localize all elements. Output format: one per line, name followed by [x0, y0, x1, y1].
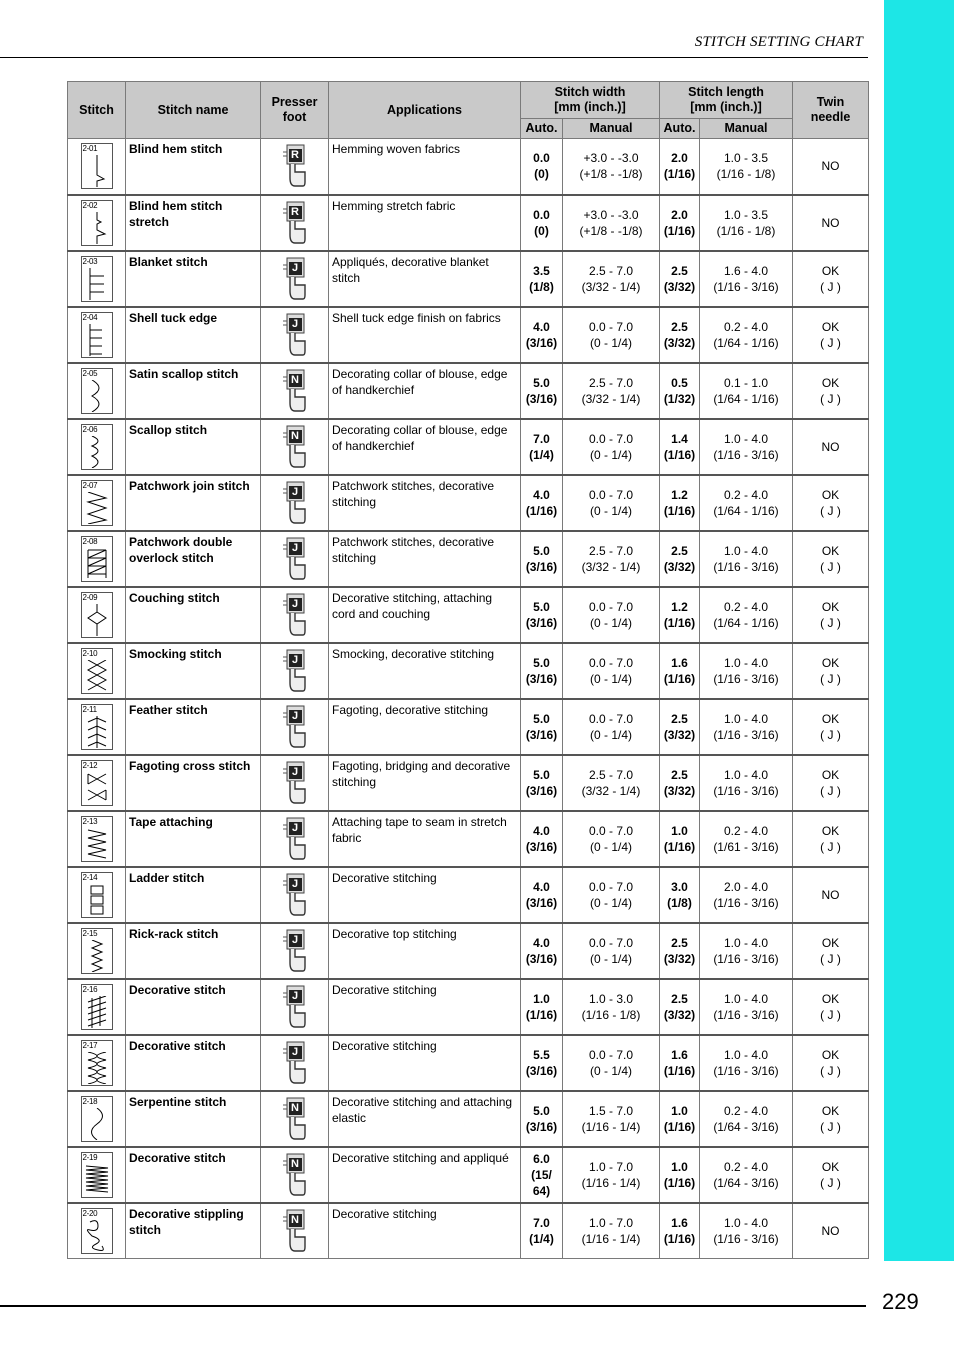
- presser-foot-cell: [261, 867, 329, 923]
- length-auto: 1.2 (1/16): [660, 587, 700, 643]
- presser-foot-letter: N: [289, 430, 302, 443]
- stitch-code: 2-01: [82, 144, 98, 154]
- length-manual: 0.2 - 4.0 (1/61 - 3/16): [700, 811, 793, 867]
- presser-foot-cell: [261, 251, 329, 307]
- width-auto: 7.0 (1/4): [521, 419, 563, 475]
- width-manual: 0.0 - 7.0 (0 - 1/4): [563, 699, 660, 755]
- presser-foot-icon: [281, 1039, 309, 1087]
- table-row: [68, 1147, 869, 1203]
- application-text: Fagoting, decorative stitching: [329, 699, 521, 755]
- presser-foot-letter: J: [289, 934, 302, 947]
- length-manual: 1.0 - 4.0 (1/16 - 3/16): [700, 755, 793, 811]
- page-header-title: STITCH SETTING CHART: [694, 34, 863, 50]
- length-auto: 1.0 (1/16): [660, 1091, 700, 1147]
- presser-foot-cell: [261, 587, 329, 643]
- stitch-code: 2-07: [82, 480, 98, 490]
- width-manual: 1.0 - 3.0 (1/16 - 1/8): [563, 979, 660, 1035]
- application-text: Decorative stitching: [329, 979, 521, 1035]
- length-auto: 1.6 (1/16): [660, 1203, 700, 1259]
- width-auto: 5.0 (3/16): [521, 699, 563, 755]
- presser-foot-icon: [281, 142, 309, 190]
- col-stitch-name: Stitch name: [126, 82, 261, 139]
- stitch-code: 2-11: [82, 704, 97, 714]
- presser-foot-icon: [281, 1207, 309, 1255]
- twin-needle: OK ( J ): [793, 587, 869, 643]
- serpentine-stitch-icon[interactable]: [81, 1096, 113, 1142]
- presser-foot-letter: N: [289, 374, 302, 387]
- stitch-cell: [68, 979, 126, 1035]
- stitch-cell: [68, 699, 126, 755]
- presser-foot-cell: [261, 1091, 329, 1147]
- rick-rack-stitch-icon[interactable]: [81, 928, 113, 974]
- stitch-code: 2-18: [82, 1096, 98, 1106]
- twin-needle: OK ( J ): [793, 643, 869, 699]
- stitch-code: 2-10: [82, 648, 98, 658]
- width-manual: 0.0 - 7.0 (0 - 1/4): [563, 419, 660, 475]
- stitch-name: Satin scallop stitch: [126, 363, 261, 419]
- presser-foot-letter: J: [289, 318, 302, 331]
- couching-stitch-icon[interactable]: [81, 592, 113, 638]
- table-row: [68, 475, 869, 531]
- presser-foot-icon: [281, 703, 309, 751]
- length-manual: 1.0 - 3.5 (1/16 - 1/8): [700, 195, 793, 251]
- table-row: [68, 587, 869, 643]
- application-text: Appliqués, decorative blanket stitch: [329, 251, 521, 307]
- length-auto: 1.0 (1/16): [660, 811, 700, 867]
- width-manual: 2.5 - 7.0 (3/32 - 1/4): [563, 531, 660, 587]
- stitch-name: Serpentine stitch: [126, 1091, 261, 1147]
- width-manual: 0.0 - 7.0 (0 - 1/4): [563, 643, 660, 699]
- length-auto: 2.5 (3/32): [660, 531, 700, 587]
- patchwork-double-overlock-stitch-icon[interactable]: [81, 536, 113, 582]
- table-row: [68, 195, 869, 251]
- presser-foot-letter: J: [289, 766, 302, 779]
- width-manual: 1.0 - 7.0 (1/16 - 1/4): [563, 1203, 660, 1259]
- chapter-tab: [884, 0, 954, 1261]
- twin-needle: NO: [793, 867, 869, 923]
- width-auto: 5.0 (3/16): [521, 643, 563, 699]
- stitch-name: Decorative stitch: [126, 979, 261, 1035]
- width-auto: 7.0 (1/4): [521, 1203, 563, 1259]
- fagoting-cross-stitch-icon[interactable]: [81, 760, 113, 806]
- table-row: [68, 811, 869, 867]
- table-row: [68, 307, 869, 363]
- length-auto: 1.6 (1/16): [660, 1035, 700, 1091]
- presser-foot-cell: [261, 923, 329, 979]
- stitch-setting-table: [67, 81, 869, 1259]
- presser-foot-icon: [281, 479, 309, 527]
- presser-foot-icon: [281, 759, 309, 807]
- stitch-name: Ladder stitch: [126, 867, 261, 923]
- feather-stitch-icon[interactable]: [81, 704, 113, 750]
- stitch-name: Blind hem stitch: [126, 139, 261, 195]
- stitch-code: 2-13: [82, 816, 98, 826]
- length-manual: 0.2 - 4.0 (1/64 - 3/16): [700, 1091, 793, 1147]
- table-row: [68, 1091, 869, 1147]
- stitch-cell: [68, 419, 126, 475]
- presser-foot-letter: J: [289, 262, 302, 275]
- width-manual: +3.0 - -3.0 (+1/8 - -1/8): [563, 139, 660, 195]
- col-width-auto: Auto.: [521, 119, 563, 139]
- width-auto: 0.0 (0): [521, 139, 563, 195]
- presser-foot-letter: R: [289, 149, 302, 162]
- twin-needle: NO: [793, 419, 869, 475]
- width-auto: 4.0 (3/16): [521, 923, 563, 979]
- presser-foot-letter: J: [289, 542, 302, 555]
- stitch-code: 2-16: [82, 984, 98, 994]
- table-row: [68, 923, 869, 979]
- presser-foot-cell: [261, 419, 329, 475]
- presser-foot-letter: J: [289, 822, 302, 835]
- twin-needle: OK ( J ): [793, 1035, 869, 1091]
- width-manual: 2.5 - 7.0 (3/32 - 1/4): [563, 755, 660, 811]
- stitch-name: Smocking stitch: [126, 643, 261, 699]
- stitch-name: Shell tuck edge: [126, 307, 261, 363]
- presser-foot-cell: [261, 363, 329, 419]
- stitch-code: 2-14: [82, 872, 98, 882]
- twin-needle: OK ( J ): [793, 307, 869, 363]
- scallop-stitch-icon[interactable]: [81, 424, 113, 470]
- presser-foot-letter: R: [289, 206, 302, 219]
- width-auto: 5.0 (3/16): [521, 531, 563, 587]
- stitch-name: Couching stitch: [126, 587, 261, 643]
- decorative-stitch-icon[interactable]: [81, 1152, 113, 1198]
- stitch-code: 2-05: [82, 368, 98, 378]
- stitch-code: 2-06: [82, 424, 98, 434]
- decorative-stitch-icon[interactable]: [81, 984, 113, 1030]
- width-auto: 0.0 (0): [521, 195, 563, 251]
- presser-foot-cell: [261, 699, 329, 755]
- length-manual: 1.0 - 4.0 (1/16 - 3/16): [700, 1203, 793, 1259]
- length-manual: 0.2 - 4.0 (1/64 - 1/16): [700, 475, 793, 531]
- footer-rule: [0, 1305, 866, 1307]
- application-text: Decorative stitching, attaching cord and couching: [329, 587, 521, 643]
- stitch-name: Rick-rack stitch: [126, 923, 261, 979]
- length-auto: 2.5 (3/32): [660, 307, 700, 363]
- stitch-cell: [68, 643, 126, 699]
- table-row: [68, 531, 869, 587]
- stitch-name: Decorative stitch: [126, 1035, 261, 1091]
- presser-foot-cell: [261, 811, 329, 867]
- application-text: Patchwork stitches, decorative stitching: [329, 531, 521, 587]
- twin-needle: OK ( J ): [793, 811, 869, 867]
- width-manual: 1.5 - 7.0 (1/16 - 1/4): [563, 1091, 660, 1147]
- length-auto: 1.0 (1/16): [660, 1147, 700, 1203]
- twin-needle: OK ( J ): [793, 531, 869, 587]
- presser-foot-cell: [261, 643, 329, 699]
- width-auto: 6.0 (15/ 64): [521, 1147, 563, 1203]
- stitch-code: 2-03: [82, 256, 98, 266]
- stitch-name: Tape attaching: [126, 811, 261, 867]
- application-text: Fagoting, bridging and decorative stitching: [329, 755, 521, 811]
- col-stitch-width: Stitch width [mm (inch.)]: [521, 82, 660, 119]
- length-auto: 1.2 (1/16): [660, 475, 700, 531]
- stitch-cell: [68, 923, 126, 979]
- application-text: Decorating collar of blouse, edge of handkerchief: [329, 363, 521, 419]
- width-auto: 5.0 (3/16): [521, 755, 563, 811]
- stitch-code: 2-04: [82, 312, 98, 322]
- stitch-cell: [68, 1035, 126, 1091]
- table-row: [68, 1203, 869, 1259]
- twin-needle: OK ( J ): [793, 363, 869, 419]
- length-auto: 2.5 (3/32): [660, 699, 700, 755]
- twin-needle: OK ( J ): [793, 755, 869, 811]
- twin-needle: OK ( J ): [793, 1091, 869, 1147]
- stitch-name: Decorative stippling stitch: [126, 1203, 261, 1259]
- table-row: [68, 643, 869, 699]
- length-auto: 2.0 (1/16): [660, 139, 700, 195]
- presser-foot-icon: [281, 199, 309, 247]
- col-width-manual: Manual: [563, 119, 660, 139]
- application-text: Decorative stitching: [329, 1203, 521, 1259]
- presser-foot-icon: [281, 871, 309, 919]
- presser-foot-cell: [261, 755, 329, 811]
- presser-foot-icon: [281, 367, 309, 415]
- twin-needle: OK ( J ): [793, 923, 869, 979]
- col-length-auto: Auto.: [660, 119, 700, 139]
- width-auto: 1.0 (1/16): [521, 979, 563, 1035]
- stitch-cell: [68, 251, 126, 307]
- application-text: Decorative stitching and attaching elastic: [329, 1091, 521, 1147]
- length-manual: 0.2 - 4.0 (1/64 - 3/16): [700, 1147, 793, 1203]
- application-text: Attaching tape to seam in stretch fabric: [329, 811, 521, 867]
- width-manual: 0.0 - 7.0 (0 - 1/4): [563, 307, 660, 363]
- page-number: 229: [882, 1289, 919, 1314]
- width-manual: 1.0 - 7.0 (1/16 - 1/4): [563, 1147, 660, 1203]
- table-row: [68, 419, 869, 475]
- presser-foot-letter: N: [289, 1214, 302, 1227]
- presser-foot-icon: [281, 815, 309, 863]
- col-applications: Applications: [329, 82, 521, 139]
- presser-foot-cell: [261, 1203, 329, 1259]
- presser-foot-letter: J: [289, 990, 302, 1003]
- col-twin-needle: Twin needle: [793, 82, 869, 139]
- stitch-name: Fagoting cross stitch: [126, 755, 261, 811]
- table-row: [68, 1035, 869, 1091]
- length-auto: 2.5 (3/32): [660, 251, 700, 307]
- twin-needle: NO: [793, 139, 869, 195]
- width-manual: +3.0 - -3.0 (+1/8 - -1/8): [563, 195, 660, 251]
- length-auto: 3.0 (1/8): [660, 867, 700, 923]
- stitch-name: Blanket stitch: [126, 251, 261, 307]
- twin-needle: OK ( J ): [793, 1147, 869, 1203]
- width-auto: 4.0 (3/16): [521, 811, 563, 867]
- table-row: [68, 699, 869, 755]
- stitch-code: 2-15: [82, 928, 98, 938]
- presser-foot-letter: J: [289, 878, 302, 891]
- presser-foot-cell: [261, 195, 329, 251]
- width-manual: 0.0 - 7.0 (0 - 1/4): [563, 587, 660, 643]
- presser-foot-icon: [281, 1095, 309, 1143]
- stitch-name: Feather stitch: [126, 699, 261, 755]
- application-text: Decorating collar of blouse, edge of handkerchief: [329, 419, 521, 475]
- stitch-code: 2-20: [82, 1208, 98, 1218]
- presser-foot-letter: J: [289, 654, 302, 667]
- stitch-cell: [68, 811, 126, 867]
- presser-foot-icon: [281, 311, 309, 359]
- twin-needle: OK ( J ): [793, 475, 869, 531]
- presser-foot-cell: [261, 979, 329, 1035]
- ladder-stitch-icon[interactable]: [81, 872, 113, 918]
- table-row: [68, 755, 869, 811]
- stitch-cell: [68, 1091, 126, 1147]
- decorative-stippling-stitch-icon[interactable]: [81, 1208, 113, 1254]
- length-manual: 1.0 - 4.0 (1/16 - 3/16): [700, 923, 793, 979]
- application-text: Decorative stitching: [329, 1035, 521, 1091]
- stitch-cell: [68, 363, 126, 419]
- stitch-name: Patchwork double overlock stitch: [126, 531, 261, 587]
- presser-foot-icon: [281, 255, 309, 303]
- stitch-cell: [68, 307, 126, 363]
- width-auto: 5.5 (3/16): [521, 1035, 563, 1091]
- col-length-manual: Manual: [700, 119, 793, 139]
- application-text: Hemming woven fabrics: [329, 139, 521, 195]
- stitch-cell: [68, 139, 126, 195]
- length-auto: 1.6 (1/16): [660, 643, 700, 699]
- decorative-stitch-icon[interactable]: [81, 1040, 113, 1086]
- presser-foot-icon: [281, 1151, 309, 1199]
- length-manual: 1.0 - 4.0 (1/16 - 3/16): [700, 979, 793, 1035]
- stitch-cell: [68, 755, 126, 811]
- blanket-stitch-icon[interactable]: [81, 256, 113, 302]
- twin-needle: NO: [793, 1203, 869, 1259]
- presser-foot-icon: [281, 535, 309, 583]
- presser-foot-cell: [261, 531, 329, 587]
- length-manual: 1.0 - 4.0 (1/16 - 3/16): [700, 419, 793, 475]
- stitch-cell: [68, 1147, 126, 1203]
- application-text: Hemming stretch fabric: [329, 195, 521, 251]
- length-manual: 0.2 - 4.0 (1/64 - 1/16): [700, 587, 793, 643]
- blind-hem-stitch-icon[interactable]: [81, 143, 113, 189]
- application-text: Smocking, decorative stitching: [329, 643, 521, 699]
- width-auto: 4.0 (3/16): [521, 307, 563, 363]
- width-auto: 5.0 (3/16): [521, 363, 563, 419]
- presser-foot-icon: [281, 983, 309, 1031]
- table-row: [68, 139, 869, 195]
- length-auto: 2.5 (3/32): [660, 979, 700, 1035]
- width-manual: 0.0 - 7.0 (0 - 1/4): [563, 867, 660, 923]
- length-auto: 2.0 (1/16): [660, 195, 700, 251]
- width-manual: 0.0 - 7.0 (0 - 1/4): [563, 811, 660, 867]
- tape-attaching-stitch-icon[interactable]: [81, 816, 113, 862]
- application-text: Patchwork stitches, decorative stitching: [329, 475, 521, 531]
- presser-foot-letter: J: [289, 710, 302, 723]
- application-text: Decorative top stitching: [329, 923, 521, 979]
- patchwork-join-stitch-icon[interactable]: [81, 480, 113, 526]
- stitch-cell: [68, 867, 126, 923]
- stitch-name: Decorative stitch: [126, 1147, 261, 1203]
- application-text: Decorative stitching: [329, 867, 521, 923]
- stitch-cell: [68, 1203, 126, 1259]
- table-row: [68, 251, 869, 307]
- stitch-cell: [68, 195, 126, 251]
- twin-needle: OK ( J ): [793, 699, 869, 755]
- presser-foot-icon: [281, 927, 309, 975]
- stitch-name: Scallop stitch: [126, 419, 261, 475]
- table-row: [68, 867, 869, 923]
- length-manual: 1.0 - 4.0 (1/16 - 3/16): [700, 699, 793, 755]
- width-auto: 3.5 (1/8): [521, 251, 563, 307]
- stitch-cell: [68, 587, 126, 643]
- width-auto: 5.0 (3/16): [521, 587, 563, 643]
- length-manual: 0.2 - 4.0 (1/64 - 1/16): [700, 307, 793, 363]
- twin-needle: OK ( J ): [793, 251, 869, 307]
- presser-foot-cell: [261, 307, 329, 363]
- col-stitch: Stitch: [68, 82, 126, 139]
- stitch-code: 2-17: [82, 1040, 98, 1050]
- stitch-code: 2-09: [82, 592, 98, 602]
- width-manual: 0.0 - 7.0 (0 - 1/4): [563, 475, 660, 531]
- stitch-code: 2-19: [82, 1152, 98, 1162]
- table-row: [68, 363, 869, 419]
- width-manual: 0.0 - 7.0 (0 - 1/4): [563, 923, 660, 979]
- col-presser-foot: Presser foot: [261, 82, 329, 139]
- length-manual: 1.6 - 4.0 (1/16 - 3/16): [700, 251, 793, 307]
- application-text: Decorative stitching and appliqué: [329, 1147, 521, 1203]
- width-manual: 2.5 - 7.0 (3/32 - 1/4): [563, 363, 660, 419]
- twin-needle: NO: [793, 195, 869, 251]
- width-auto: 4.0 (3/16): [521, 867, 563, 923]
- stitch-name: Blind hem stitch stretch: [126, 195, 261, 251]
- header-rule: [0, 57, 868, 58]
- col-stitch-length: Stitch length [mm (inch.)]: [660, 82, 793, 119]
- width-manual: 0.0 - 7.0 (0 - 1/4): [563, 1035, 660, 1091]
- presser-foot-letter: N: [289, 1158, 302, 1171]
- application-text: Shell tuck edge finish on fabrics: [329, 307, 521, 363]
- width-auto: 5.0 (3/16): [521, 1091, 563, 1147]
- stitch-code: 2-12: [82, 760, 98, 770]
- length-auto: 2.5 (3/32): [660, 923, 700, 979]
- length-auto: 0.5 (1/32): [660, 363, 700, 419]
- length-manual: 2.0 - 4.0 (1/16 - 3/16): [700, 867, 793, 923]
- stitch-cell: [68, 531, 126, 587]
- length-auto: 1.4 (1/16): [660, 419, 700, 475]
- stitch-cell: [68, 475, 126, 531]
- presser-foot-letter: N: [289, 1102, 302, 1115]
- presser-foot-letter: J: [289, 1046, 302, 1059]
- stitch-code: 2-08: [82, 536, 98, 546]
- presser-foot-cell: [261, 139, 329, 195]
- width-manual: 2.5 - 7.0 (3/32 - 1/4): [563, 251, 660, 307]
- satin-scallop-stitch-icon[interactable]: [81, 368, 113, 414]
- presser-foot-icon: [281, 423, 309, 471]
- length-manual: 0.1 - 1.0 (1/64 - 1/16): [700, 363, 793, 419]
- smocking-stitch-icon[interactable]: [81, 648, 113, 694]
- shell-tuck-edge-icon[interactable]: [81, 312, 113, 358]
- presser-foot-letter: J: [289, 598, 302, 611]
- length-manual: 1.0 - 4.0 (1/16 - 3/16): [700, 531, 793, 587]
- presser-foot-letter: J: [289, 486, 302, 499]
- table-row: [68, 979, 869, 1035]
- width-auto: 4.0 (1/16): [521, 475, 563, 531]
- blind-hem-stretch-stitch-icon[interactable]: [81, 200, 113, 246]
- stitch-code: 2-02: [82, 200, 98, 210]
- presser-foot-cell: [261, 1147, 329, 1203]
- presser-foot-cell: [261, 475, 329, 531]
- length-manual: 1.0 - 4.0 (1/16 - 3/16): [700, 1035, 793, 1091]
- length-auto: 2.5 (3/32): [660, 755, 700, 811]
- length-manual: 1.0 - 4.0 (1/16 - 3/16): [700, 643, 793, 699]
- presser-foot-icon: [281, 591, 309, 639]
- presser-foot-icon: [281, 647, 309, 695]
- twin-needle: OK ( J ): [793, 979, 869, 1035]
- stitch-name: Patchwork join stitch: [126, 475, 261, 531]
- length-manual: 1.0 - 3.5 (1/16 - 1/8): [700, 139, 793, 195]
- presser-foot-cell: [261, 1035, 329, 1091]
